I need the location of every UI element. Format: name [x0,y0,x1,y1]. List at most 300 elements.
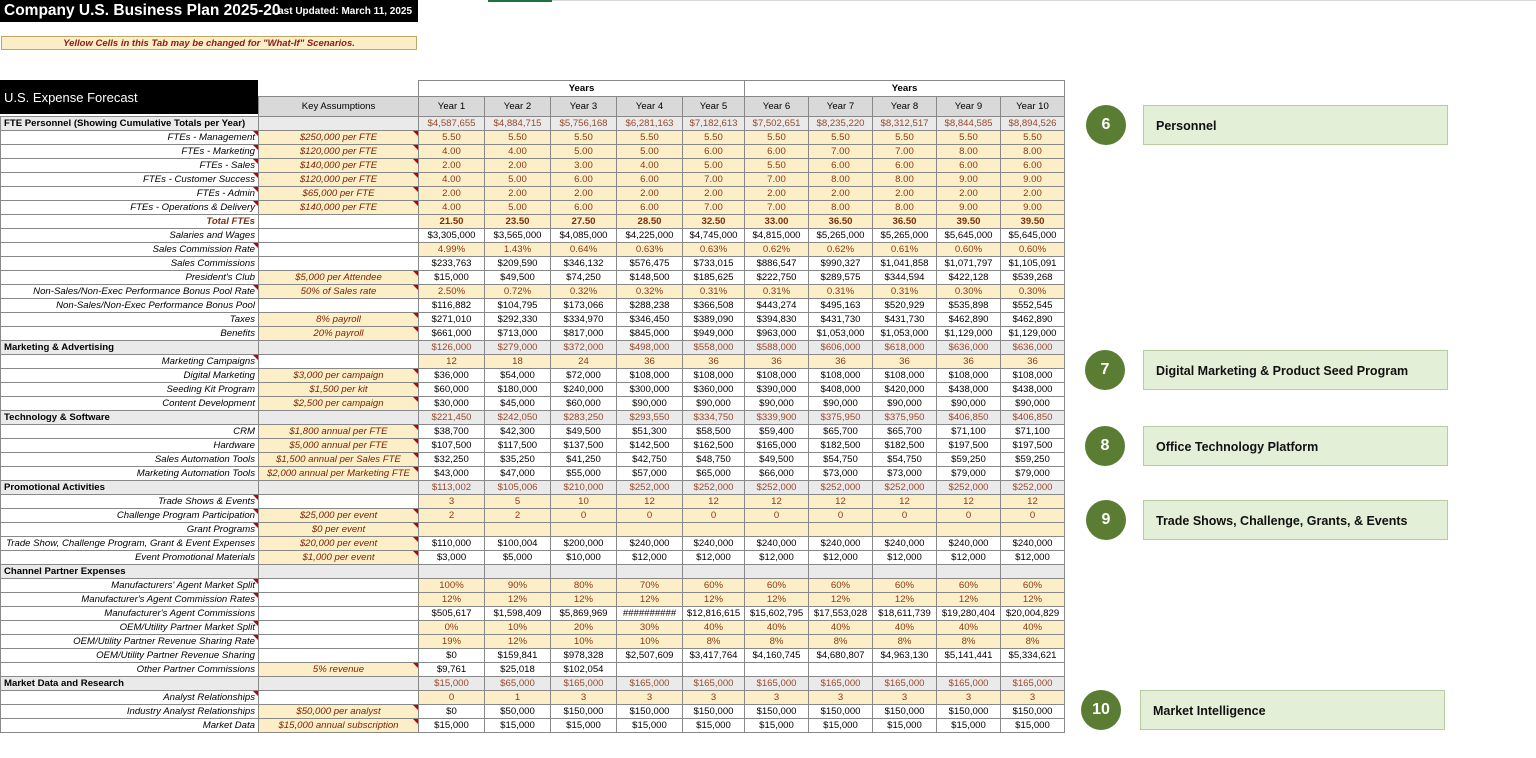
value-cell[interactable]: 8% [1001,635,1065,649]
value-cell[interactable] [419,523,485,537]
value-cell[interactable]: 6.00 [873,159,937,173]
value-cell: $462,890 [937,313,1001,327]
year-header[interactable]: Year 2 [485,97,551,117]
assumption-cell[interactable]: $20,000 per event [259,537,419,551]
value-cell[interactable]: 3.00 [551,159,617,173]
value-cell[interactable]: 7.00 [683,201,745,215]
value-cell[interactable]: 2.00 [1001,187,1065,201]
value-cell[interactable]: 12% [745,593,809,607]
value-cell[interactable]: 0.31% [683,285,745,299]
value-cell: $292,330 [485,313,551,327]
value-cell: $60,000 [551,397,617,411]
row-label[interactable]: FTE Personnel (Showing Cumulative Totals per Year) [1,117,259,131]
value-cell[interactable]: 4.00 [419,145,485,159]
assumption-cell[interactable]: $250,000 per FTE [259,131,419,145]
value-cell[interactable]: 12% [485,635,551,649]
value-cell[interactable]: 7.00 [745,173,809,187]
value-cell[interactable]: 60% [745,579,809,593]
row-label[interactable]: Sales Automation Tools [1,453,259,467]
value-cell[interactable]: 9.00 [937,173,1001,187]
expense-forecast-table [0,80,1065,733]
value-cell[interactable] [485,523,551,537]
assumption-cell [259,229,419,243]
value-cell[interactable]: 10 [551,495,617,509]
value-cell[interactable]: 4.00 [617,159,683,173]
value-cell[interactable]: 5.00 [485,173,551,187]
value-cell[interactable]: 6.00 [551,201,617,215]
row-label[interactable]: Grant Programs [1,523,259,537]
assumption-cell[interactable]: $1,800 annual per FTE [259,425,419,439]
value-cell[interactable]: 12 [937,495,1001,509]
assumption-cell[interactable]: 8% payroll [259,313,419,327]
value-cell: $59,250 [1001,453,1065,467]
assumption-cell[interactable]: $0 per event [259,523,419,537]
row-label[interactable]: Analyst Relationships [1,691,259,705]
value-cell: $15,000 [873,719,937,733]
row-label[interactable]: Sales Commission Rate [1,243,259,257]
value-cell[interactable]: 2.00 [745,187,809,201]
value-cell: $38,700 [419,425,485,439]
value-cell[interactable]: 12 [617,495,683,509]
value-cell[interactable]: 0.32% [617,285,683,299]
value-cell[interactable]: 0.61% [873,243,937,257]
value-cell[interactable] [937,523,1001,537]
assumption-cell[interactable]: 50% of Sales rate [259,285,419,299]
value-cell[interactable]: 3 [1001,691,1065,705]
value-cell[interactable]: 2.00 [485,187,551,201]
value-cell[interactable]: 8% [937,635,1001,649]
value-cell[interactable]: 5.50 [551,131,617,145]
row-label[interactable]: Salaries and Wages [1,229,259,243]
row-label[interactable]: Promotional Activities [1,481,259,495]
value-cell[interactable]: 3 [419,495,485,509]
row-label[interactable]: FTEs - Marketing [1,145,259,159]
value-cell[interactable]: 5.50 [485,131,551,145]
value-cell[interactable]: 8% [683,635,745,649]
row-label[interactable]: Non-Sales/Non-Exec Performance Bonus Pool Rate [1,285,259,299]
value-cell[interactable]: 0.60% [937,243,1001,257]
value-cell[interactable]: 5 [485,495,551,509]
value-cell[interactable]: 0.30% [1001,285,1065,299]
row-label[interactable]: Benefits [1,327,259,341]
row-label[interactable]: Taxes [1,313,259,327]
row-label[interactable]: FTEs - Management [1,131,259,145]
value-cell[interactable]: 7.00 [745,201,809,215]
assumption-cell[interactable]: 20% payroll [259,327,419,341]
row-label[interactable]: Industry Analyst Relationships [1,705,259,719]
value-cell[interactable]: 6.00 [809,159,873,173]
value-cell[interactable]: 5.00 [617,145,683,159]
table-row [1,229,1065,243]
value-cell[interactable]: 36 [745,355,809,369]
value-cell[interactable]: 2.00 [419,159,485,173]
row-label[interactable]: Hardware [1,439,259,453]
value-cell[interactable]: 2 [485,509,551,523]
value-cell[interactable]: 40% [745,621,809,635]
value-cell[interactable] [809,523,873,537]
value-cell[interactable]: 10% [551,635,617,649]
value-cell[interactable]: 12 [809,495,873,509]
value-cell[interactable]: 8.00 [1001,145,1065,159]
assumption-cell[interactable]: $2,500 per campaign [259,397,419,411]
year-header[interactable]: Year 4 [617,97,683,117]
value-cell[interactable]: 0 [745,509,809,523]
value-cell[interactable]: 0 [419,691,485,705]
value-cell[interactable]: 8.00 [809,201,873,215]
value-cell[interactable]: 12 [873,495,937,509]
value-cell [1001,663,1065,677]
value-cell[interactable]: 4.99% [419,243,485,257]
value-cell: $252,000 [1001,481,1065,495]
value-cell[interactable]: 7.00 [683,173,745,187]
row-label[interactable]: President's Club [1,271,259,285]
table-row [1,201,1065,215]
value-cell[interactable]: 2.00 [809,187,873,201]
row-label[interactable]: FTEs - Sales [1,159,259,173]
value-cell: $49,500 [745,453,809,467]
value-cell: $0 [419,649,485,663]
value-cell: $108,000 [873,369,937,383]
year-header[interactable]: Year 3 [551,97,617,117]
value-cell[interactable]: 12 [419,355,485,369]
value-cell[interactable]: 90% [485,579,551,593]
value-cell: $288,238 [617,299,683,313]
assumption-cell[interactable]: $3,000 per campaign [259,369,419,383]
value-cell[interactable]: 19% [419,635,485,649]
value-cell[interactable]: 0.31% [873,285,937,299]
value-cell[interactable] [1001,523,1065,537]
year-header[interactable]: Year 5 [683,97,745,117]
value-cell[interactable]: 2.00 [551,187,617,201]
value-cell[interactable]: 30% [617,621,683,635]
value-cell: $7,182,613 [683,117,745,131]
value-cell[interactable]: 12% [873,593,937,607]
assumption-cell[interactable]: $5,000 per Attendee [259,271,419,285]
value-cell[interactable]: 10% [485,621,551,635]
row-label[interactable]: Seeding Kit Program [1,383,259,397]
value-cell[interactable]: 0.31% [809,285,873,299]
row-label[interactable]: Digital Marketing [1,369,259,383]
row-label[interactable]: Total FTEs [1,215,259,229]
value-cell[interactable]: 4.00 [419,201,485,215]
value-cell[interactable]: 40% [809,621,873,635]
assumption-cell[interactable]: $140,000 per FTE [259,201,419,215]
value-cell[interactable]: 5.50 [419,131,485,145]
value-cell: $150,000 [683,705,745,719]
assumption-cell[interactable]: $120,000 per FTE [259,145,419,159]
row-label[interactable]: FTEs - Operations & Delivery [1,201,259,215]
value-cell[interactable]: 5.50 [1001,131,1065,145]
value-cell[interactable] [551,523,617,537]
value-cell[interactable]: 24 [551,355,617,369]
value-cell[interactable]: 10% [617,635,683,649]
value-cell[interactable]: 80% [551,579,617,593]
value-cell: $180,000 [485,383,551,397]
value-cell[interactable]: 0 [937,509,1001,523]
row-label[interactable]: Marketing Automation Tools [1,467,259,481]
value-cell[interactable]: 12% [683,593,745,607]
value-cell[interactable]: 36 [937,355,1001,369]
value-cell: $221,450 [419,411,485,425]
row-label[interactable]: Challenge Program Participation [1,509,259,523]
value-cell[interactable]: 3 [809,691,873,705]
value-cell: $222,750 [745,271,809,285]
value-cell[interactable]: 0.30% [937,285,1001,299]
row-label[interactable]: Marketing & Advertising [1,341,259,355]
value-cell[interactable]: 9.00 [1001,173,1065,187]
row-label[interactable]: Marketing Campaigns [1,355,259,369]
row-label[interactable]: Channel Partner Expenses [1,565,259,579]
row-label[interactable]: FTEs - Admin [1,187,259,201]
row-label[interactable]: Other Partner Commissions [1,663,259,677]
value-cell[interactable]: 0 [551,509,617,523]
assumption-cell[interactable]: $15,000 annual subscription [259,719,419,733]
value-cell[interactable]: 8.00 [937,145,1001,159]
value-cell[interactable]: 12% [551,593,617,607]
row-label[interactable]: Market Data and Research [1,677,259,691]
value-cell[interactable]: 5.50 [745,159,809,173]
value-cell[interactable]: 5.50 [937,131,1001,145]
table-row [1,257,1065,271]
assumption-cell[interactable]: $5,000 annual per FTE [259,439,419,453]
value-cell[interactable]: 2.00 [873,187,937,201]
value-cell[interactable]: 0 [617,509,683,523]
row-label[interactable]: OEM/Utility Partner Revenue Sharing Rate [1,635,259,649]
row-label[interactable]: OEM/Utility Partner Market Split [1,621,259,635]
value-cell[interactable]: 8.00 [873,201,937,215]
value-cell[interactable] [745,523,809,537]
row-label[interactable]: Sales Commissions [1,257,259,271]
value-cell[interactable]: 12% [809,593,873,607]
value-cell[interactable]: 36 [873,355,937,369]
value-cell[interactable]: 6.00 [937,159,1001,173]
value-cell[interactable]: 60% [1001,579,1065,593]
assumption-cell[interactable]: 5% revenue [259,663,419,677]
row-label[interactable]: Manufacturer's Agent Commission Rates [1,593,259,607]
value-cell[interactable]: 0.72% [485,285,551,299]
assumption-cell[interactable]: $1,500 per kit [259,383,419,397]
value-cell[interactable]: 2.00 [937,187,1001,201]
value-cell[interactable]: 70% [617,579,683,593]
value-cell[interactable]: 0 [683,509,745,523]
value-cell[interactable]: 3 [683,691,745,705]
value-cell[interactable]: 5.50 [683,131,745,145]
value-cell[interactable]: 0.62% [809,243,873,257]
value-cell[interactable]: 5.50 [745,131,809,145]
value-cell[interactable]: 8% [745,635,809,649]
value-cell[interactable]: 5.00 [683,159,745,173]
value-cell: $240,000 [1001,537,1065,551]
row-label[interactable]: Content Development [1,397,259,411]
row-label[interactable]: Trade Show, Challenge Program, Grant & Event Expenses [1,537,259,551]
value-cell[interactable]: 5.50 [873,131,937,145]
value-cell[interactable]: 60% [683,579,745,593]
value-cell: $817,000 [551,327,617,341]
row-label[interactable]: Market Data [1,719,259,733]
value-cell[interactable]: 5.00 [485,201,551,215]
value-cell[interactable]: 0 [873,509,937,523]
value-cell: 21.50 [419,215,485,229]
value-cell[interactable] [873,523,937,537]
year-header[interactable]: Year 10 [1001,97,1065,117]
year-header[interactable]: Year 6 [745,97,809,117]
value-cell: 36.50 [809,215,873,229]
value-cell: $558,000 [683,341,745,355]
value-cell: $15,000 [745,719,809,733]
row-label[interactable]: Manufacturers' Agent Market Split [1,579,259,593]
row-label[interactable]: Event Promotional Materials [1,551,259,565]
value-cell[interactable] [617,523,683,537]
value-cell: $65,000 [683,467,745,481]
assumption-cell[interactable]: $50,000 per analyst [259,705,419,719]
value-cell[interactable]: 0.63% [683,243,745,257]
value-cell[interactable]: 3 [745,691,809,705]
value-cell: $2,507,609 [617,649,683,663]
value-cell[interactable]: 6.00 [683,145,745,159]
value-cell[interactable]: 12% [419,593,485,607]
row-label[interactable]: CRM [1,425,259,439]
assumption-cell[interactable]: $1,000 per event [259,551,419,565]
value-cell[interactable]: 12% [1001,593,1065,607]
value-cell[interactable]: 0 [809,509,873,523]
value-cell: $713,000 [485,327,551,341]
assumption-cell [259,243,419,257]
value-cell[interactable]: 3 [551,691,617,705]
row-label[interactable]: Non-Sales/Non-Exec Performance Bonus Pool [1,299,259,313]
assumption-cell[interactable]: $2,000 annual per Marketing FTE [259,467,419,481]
row-label[interactable]: Technology & Software [1,411,259,425]
year-header[interactable]: Year 7 [809,97,873,117]
value-cell: $5,869,969 [551,607,617,621]
year-header[interactable]: Year 8 [873,97,937,117]
value-cell[interactable]: 0% [419,621,485,635]
value-cell[interactable]: 12 [745,495,809,509]
value-cell[interactable]: 2.00 [485,159,551,173]
assumption-cell[interactable]: $140,000 per FTE [259,159,419,173]
row-label[interactable]: Trade Shows & Events [1,495,259,509]
value-cell[interactable]: 0.31% [745,285,809,299]
value-cell[interactable]: 12% [617,593,683,607]
value-cell[interactable]: 8.00 [809,173,873,187]
value-cell[interactable]: 36 [683,355,745,369]
row-label[interactable]: OEM/Utility Partner Revenue Sharing [1,649,259,663]
value-cell[interactable]: 2.00 [617,187,683,201]
value-cell: $5,756,168 [551,117,617,131]
value-cell[interactable]: 0.32% [551,285,617,299]
value-cell[interactable]: 4.00 [485,145,551,159]
assumption-cell[interactable]: $1,500 annual per Sales FTE [259,453,419,467]
value-cell [745,565,809,579]
value-cell[interactable]: 36 [809,355,873,369]
value-cell[interactable]: 7.00 [873,145,937,159]
value-cell: $15,000 [551,719,617,733]
value-cell[interactable]: 36 [1001,355,1065,369]
value-cell[interactable]: 6.00 [1001,159,1065,173]
value-cell [937,663,1001,677]
year-header[interactable]: Year 1 [419,97,485,117]
value-cell[interactable]: 12% [485,593,551,607]
table-row [1,607,1065,621]
value-cell[interactable]: 5.50 [809,131,873,145]
row-label[interactable]: FTEs - Customer Success [1,173,259,187]
value-cell[interactable]: 40% [683,621,745,635]
value-cell[interactable]: 20% [551,621,617,635]
value-cell[interactable]: 0.60% [1001,243,1065,257]
value-cell[interactable]: 2.00 [419,187,485,201]
value-cell[interactable]: 4.00 [419,173,485,187]
value-cell[interactable]: 40% [873,621,937,635]
value-cell[interactable]: 60% [873,579,937,593]
value-cell[interactable]: 1 [485,691,551,705]
value-cell[interactable]: 8.00 [873,173,937,187]
value-cell: $4,587,655 [419,117,485,131]
value-cell[interactable]: 6.00 [551,173,617,187]
value-cell[interactable]: 6.00 [617,173,683,187]
value-cell[interactable]: 2.00 [683,187,745,201]
value-cell[interactable]: 100% [419,579,485,593]
assumption-cell[interactable]: $120,000 per FTE [259,173,419,187]
year-header[interactable]: Year 9 [937,97,1001,117]
value-cell: $346,450 [617,313,683,327]
value-cell: $15,000 [617,719,683,733]
value-cell[interactable]: 12 [683,495,745,509]
value-cell[interactable]: 0 [1001,509,1065,523]
value-cell[interactable]: 36 [617,355,683,369]
value-cell[interactable]: 3 [617,691,683,705]
value-cell[interactable]: 18 [485,355,551,369]
value-cell[interactable]: 0.62% [745,243,809,257]
value-cell[interactable]: 5.00 [551,145,617,159]
assumption-cell [259,257,419,271]
value-cell: $3,417,764 [683,649,745,663]
value-cell[interactable]: 7.00 [809,145,873,159]
row-label[interactable]: Manufacturer's Agent Commissions [1,607,259,621]
value-cell[interactable]: 9.00 [937,201,1001,215]
callout-number-badge: 10 [1081,690,1121,730]
value-cell[interactable]: 5.50 [617,131,683,145]
value-cell[interactable]: 0.64% [551,243,617,257]
assumption-cell [259,299,419,313]
value-cell[interactable]: 40% [1001,621,1065,635]
value-cell[interactable]: 12% [937,593,1001,607]
value-cell[interactable] [683,523,745,537]
value-cell[interactable]: 3 [937,691,1001,705]
value-cell[interactable]: 6.00 [617,201,683,215]
value-cell[interactable]: 0.63% [617,243,683,257]
value-cell[interactable]: 3 [873,691,937,705]
value-cell[interactable]: 2.50% [419,285,485,299]
value-cell[interactable]: 40% [937,621,1001,635]
value-cell[interactable]: 9.00 [1001,201,1065,215]
value-cell: $90,000 [937,397,1001,411]
value-cell[interactable]: 2 [419,509,485,523]
value-cell[interactable]: 8% [873,635,937,649]
value-cell: $104,795 [485,299,551,313]
assumption-cell[interactable]: $25,000 per event [259,509,419,523]
value-cell[interactable]: 60% [937,579,1001,593]
assumption-cell[interactable]: $65,000 per FTE [259,187,419,201]
value-cell[interactable]: 8% [809,635,873,649]
value-cell[interactable]: 6.00 [745,145,809,159]
value-cell[interactable]: 60% [809,579,873,593]
value-cell[interactable]: 12 [1001,495,1065,509]
value-cell: $0 [419,705,485,719]
value-cell: $7,502,651 [745,117,809,131]
value-cell: $5,645,000 [937,229,1001,243]
assumption-cell [259,215,419,229]
value-cell: $375,950 [873,411,937,425]
value-cell[interactable]: 1.43% [485,243,551,257]
